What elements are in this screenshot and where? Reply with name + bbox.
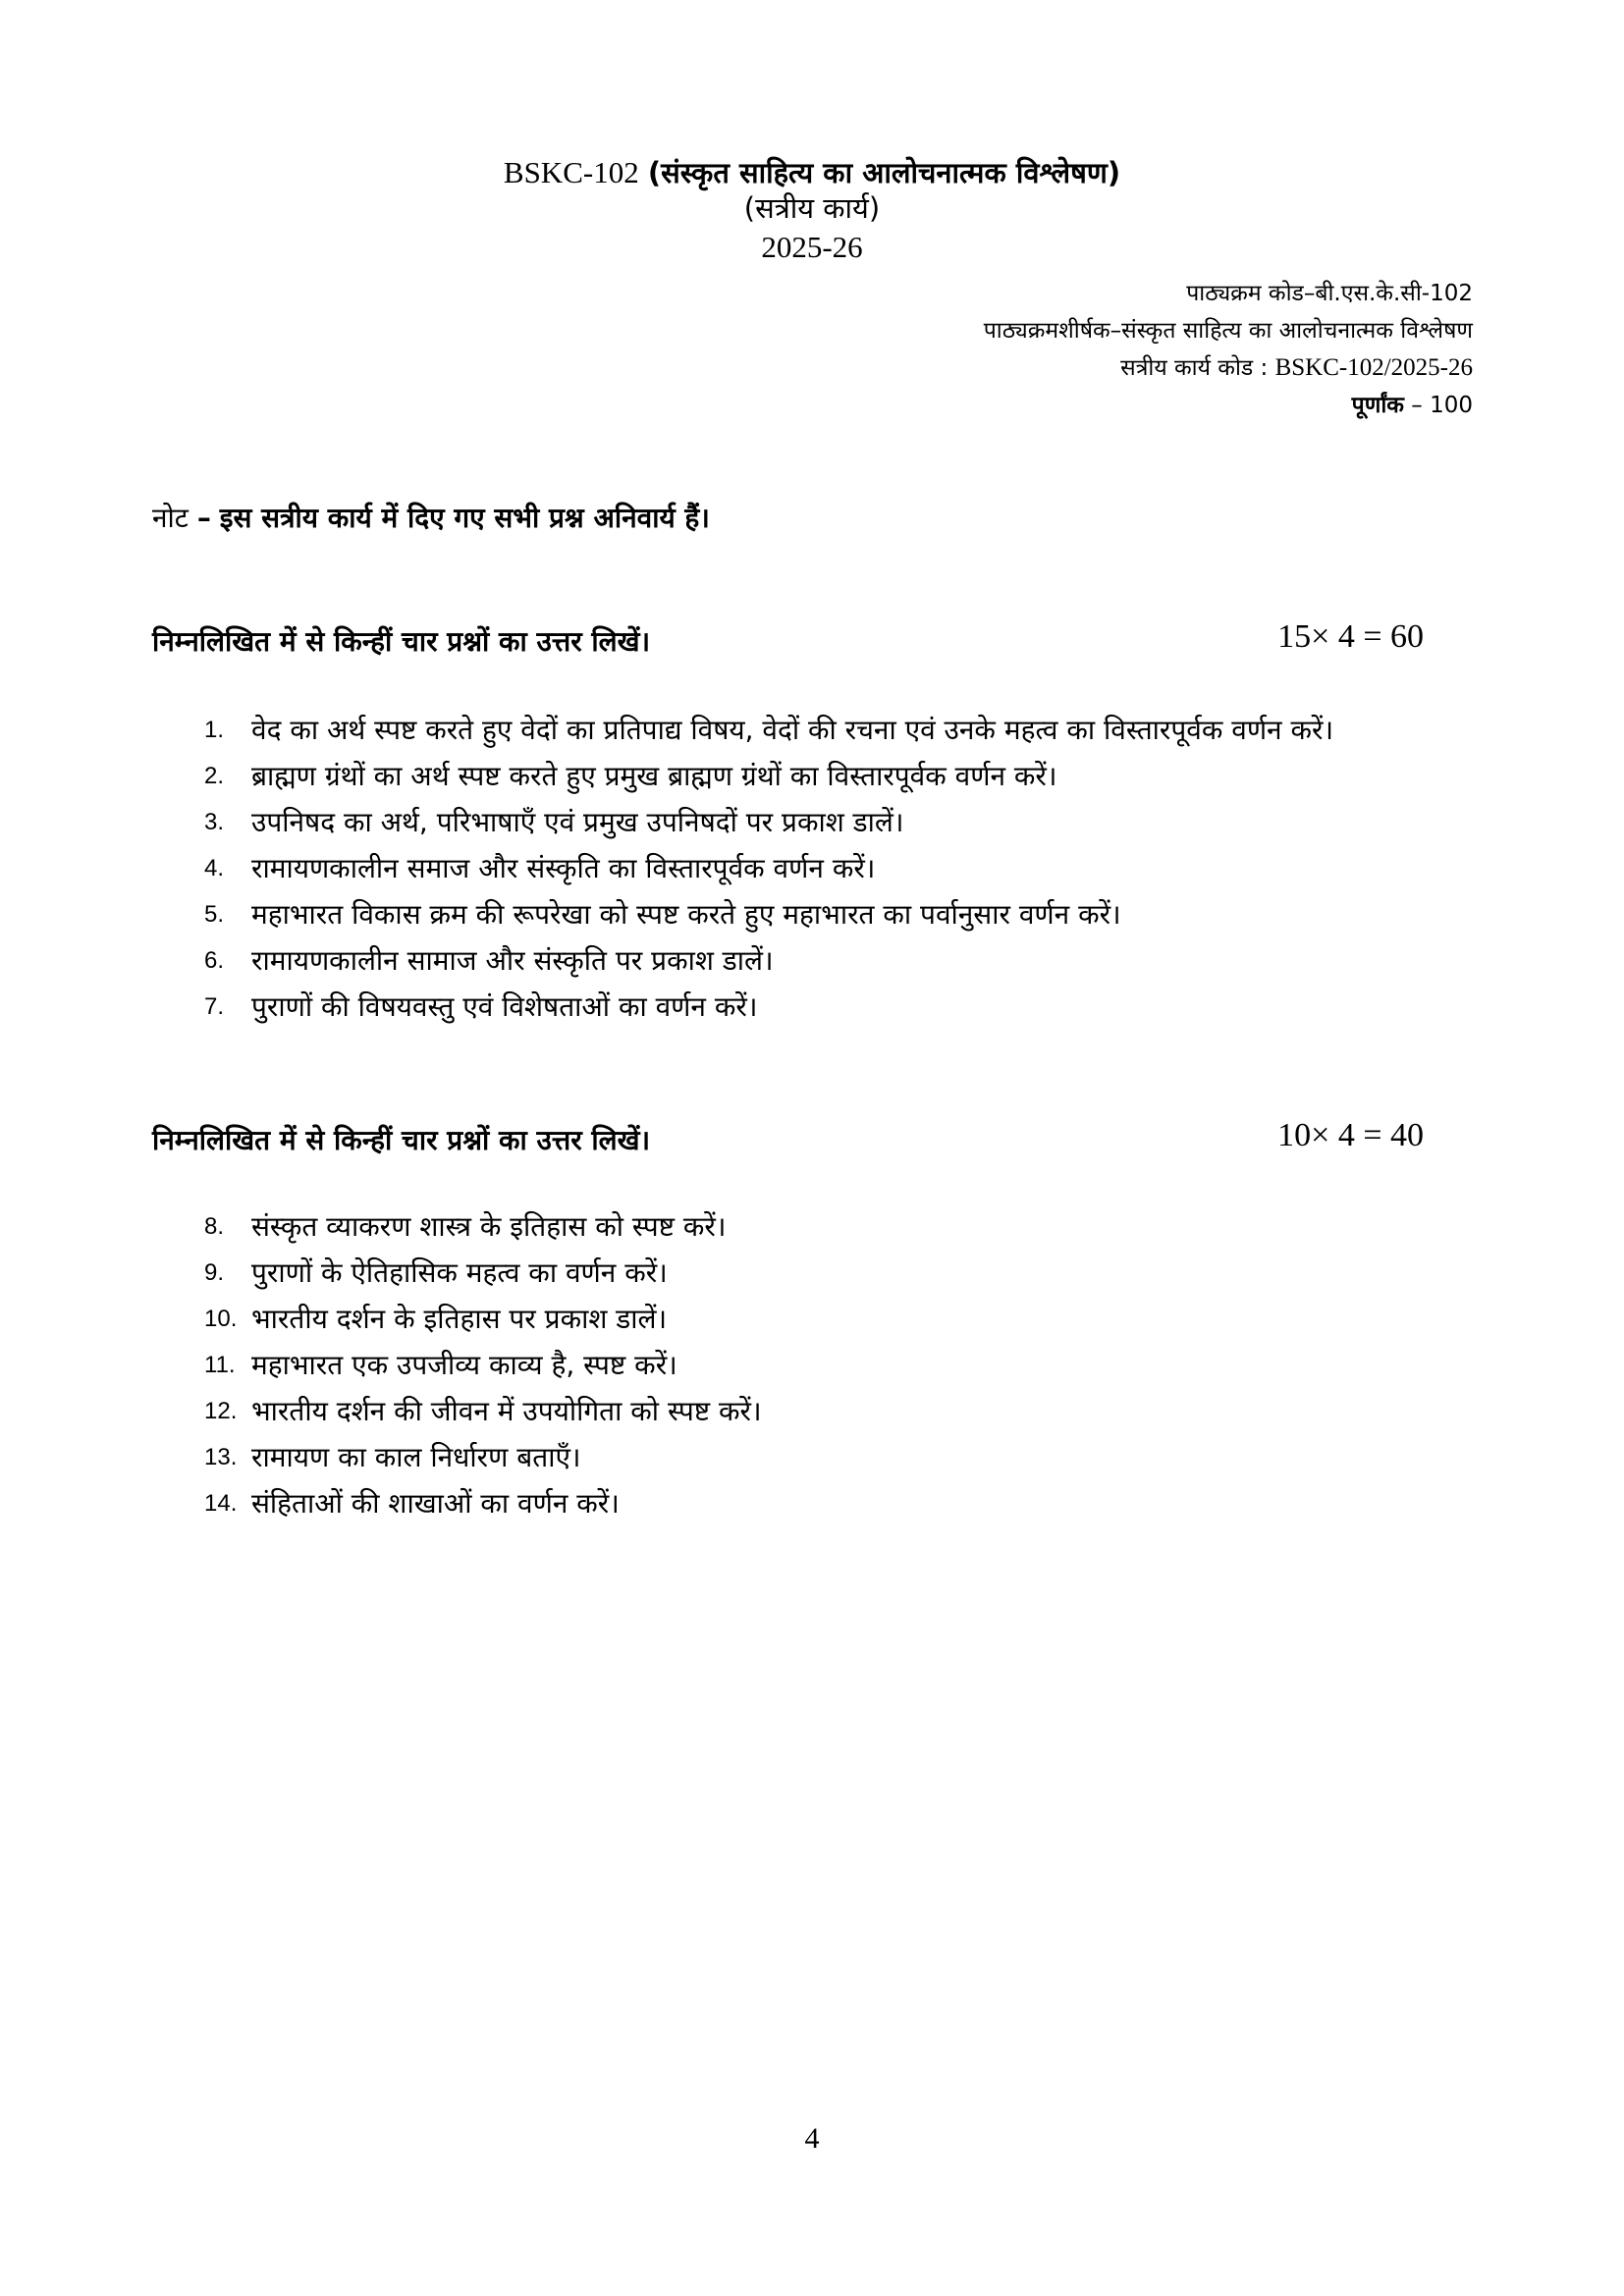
- course-title-line-meta: पाठ्यक्रमशीर्षक–संस्कृत साहित्य का आलोचनात्मक विश्लेषण: [983, 318, 1473, 344]
- question-text: पुराणों के ऐतिहासिक महत्व का वर्णन करें।: [251, 1256, 668, 1289]
- assignment-code-label: सत्रीय कार्य कोड :: [1120, 355, 1269, 381]
- max-marks-separator: –: [1411, 393, 1423, 418]
- question-number: 5.: [204, 901, 225, 928]
- section-2-heading: [152, 1117, 1424, 1164]
- question-number: 6.: [204, 947, 225, 974]
- question-text: वेद का अर्थ स्पष्ट करते हुए वेदों का प्रतिपाद्य विषय, वेदों की रचना एवं उनके महत्व का विस्तारपूर्वक वर्णन करें।: [251, 714, 1334, 746]
- section-marks: 15× 4 = 60: [1277, 618, 1424, 655]
- question-text: रामायणकालीन समाज और संस्कृति का विस्तारपूर्वक वर्णन करें।: [251, 852, 876, 884]
- section-marks: 10× 4 = 40: [1277, 1117, 1424, 1153]
- max-marks-value: 100: [1430, 393, 1473, 418]
- max-marks-label: पूर्णांक: [1351, 393, 1404, 418]
- question-number: 14.: [204, 1490, 238, 1517]
- question-number: 8.: [204, 1213, 225, 1240]
- note-label: नोट: [152, 502, 189, 534]
- question-number: 12.: [204, 1398, 238, 1424]
- question-text: उपनिषद का अर्थ, परिभाषाएँ एवं प्रमुख उपनिषदों पर प्रकाश डालें।: [251, 806, 904, 838]
- question-item: [204, 1434, 1363, 1480]
- question-item: [204, 891, 1363, 937]
- question-item: [204, 1388, 1363, 1434]
- question-item: [204, 753, 1363, 799]
- question-item: [204, 1203, 1363, 1250]
- question-item: [204, 937, 1363, 984]
- course-code-line: पाठ्यक्रम कोड–बी.एस.के.सी-102: [1186, 281, 1473, 306]
- assignment-subtitle: (सत्रीय कार्य): [743, 191, 881, 225]
- question-text: महाभारत एक उपजीव्य काव्य है, स्पष्ट करें।: [251, 1349, 677, 1381]
- question-item: [204, 1480, 1363, 1526]
- question-item: [204, 1296, 1363, 1342]
- course-code: BSKC-102: [503, 155, 639, 189]
- question-text: संस्कृत व्याकरण शास्त्र के इतिहास को स्पष्ट करें।: [251, 1210, 727, 1243]
- section-heading-text: निम्नलिखित में से किन्हीं चार प्रश्नों का उत्तर लिखें।: [152, 1124, 651, 1156]
- section-heading-text: निम्नलिखित में से किन्हीं चार प्रश्नों का उत्तर लिखें।: [152, 625, 651, 658]
- question-item: [204, 845, 1363, 891]
- question-number: 3.: [204, 809, 225, 835]
- question-text: भारतीय दर्शन के इतिहास पर प्रकाश डालें।: [251, 1303, 668, 1335]
- page-number: 4: [804, 2122, 820, 2155]
- question-number: 11.: [204, 1352, 236, 1378]
- question-text: ब्राह्मण ग्रंथों का अर्थ स्पष्ट करते हुए प्रमुख ब्राह्मण ग्रंथों का विस्तारपूर्वक वर्णन करें।: [251, 760, 1057, 792]
- question-text: संहिताओं की शाखाओं का वर्णन करें।: [251, 1487, 620, 1520]
- question-item: [204, 1250, 1363, 1296]
- section-1-heading: [152, 618, 1424, 666]
- note-text: इस सत्रीय कार्य में दिए गए सभी प्रश्न अनिवार्य हैं।: [219, 502, 710, 534]
- question-number: 2.: [204, 763, 225, 789]
- question-number: 1.: [204, 717, 225, 743]
- course-meta-block: [984, 275, 1473, 424]
- question-number: 4.: [204, 855, 225, 881]
- question-item: [204, 799, 1363, 845]
- question-text: पुराणों की विषयवस्तु एवं विशेषताओं का वर्णन करें।: [251, 990, 758, 1023]
- course-title-line: [0, 155, 1624, 190]
- assignment-code: BSKC-102/2025-26: [1274, 354, 1473, 381]
- assignment-code-line: [984, 349, 1473, 387]
- question-text: रामायण का काल निर्धारण बताएँ।: [251, 1441, 581, 1473]
- session-year: 2025-26: [761, 230, 863, 264]
- question-text: भारतीय दर्शन की जीवन में उपयोगिता को स्पष्ट करें।: [251, 1395, 762, 1427]
- question-number: 10.: [204, 1306, 238, 1332]
- question-number: 13.: [204, 1444, 238, 1470]
- question-number: 7.: [204, 993, 225, 1020]
- section-2-question-list: [204, 1203, 1363, 1526]
- course-title: (संस्कृत साहित्य का आलोचनात्मक विश्लेषण): [647, 156, 1121, 189]
- question-item: [204, 707, 1363, 753]
- max-marks-line: [984, 387, 1473, 424]
- note: [152, 499, 710, 536]
- question-number: 9.: [204, 1259, 225, 1286]
- title-block: [0, 155, 1624, 265]
- note-dash: –: [196, 502, 211, 534]
- question-item: [204, 984, 1363, 1030]
- question-item: [204, 1342, 1363, 1388]
- question-text: रामायणकालीन सामाज और संस्कृति पर प्रकाश डालें।: [251, 944, 774, 977]
- question-text: महाभारत विकास क्रम की रूपरेखा को स्पष्ट करते हुए महाभारत का पर्वानुसार वर्णन करें।: [251, 898, 1121, 931]
- section-1-question-list: [204, 707, 1363, 1030]
